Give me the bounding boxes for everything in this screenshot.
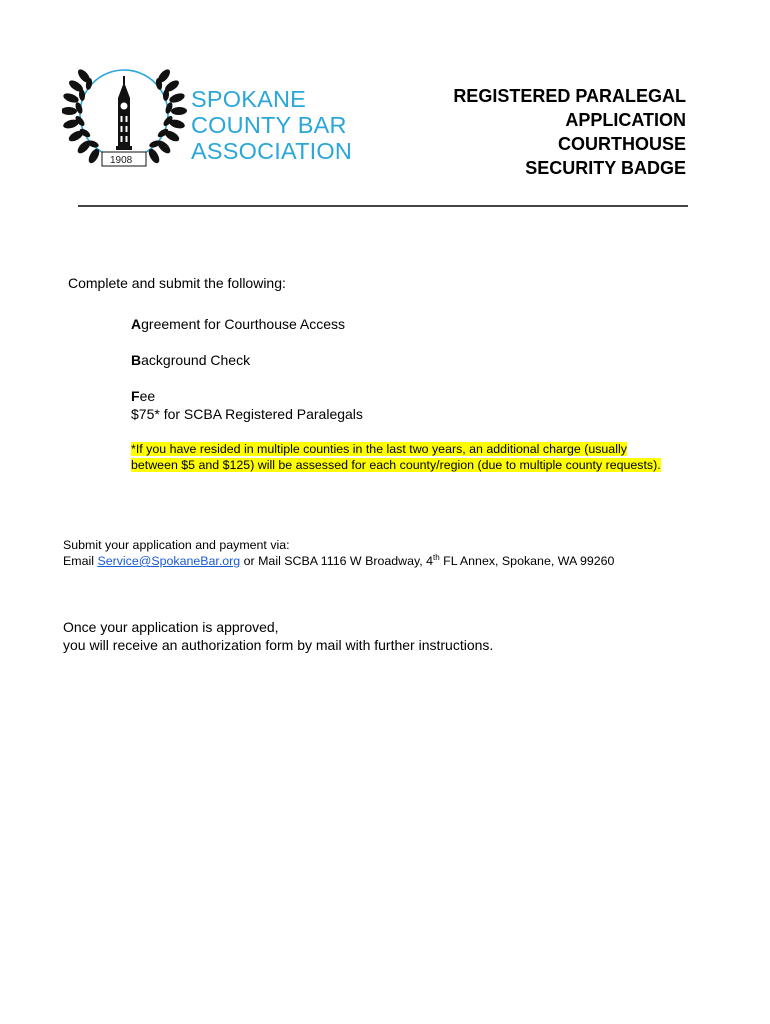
title-line-4: SECURITY BADGE [525, 158, 686, 178]
logo-year: 1908 [110, 155, 133, 166]
closing-line-2: you will receive an authorization form by mail with further instructions. [63, 637, 494, 653]
submit-heading: Submit your application and payment via: [63, 538, 290, 552]
mail-address: or Mail SCBA 1116 W Broadway, 4 [240, 554, 434, 568]
logo-line-1: SPOKANE [191, 86, 307, 112]
logo-line-2: COUNTY BAR [191, 112, 347, 138]
title-line-1: REGISTERED PARALEGAL [453, 86, 686, 106]
fee-note [131, 441, 671, 473]
requirements-list [131, 315, 691, 473]
email-prefix: Email [63, 554, 98, 568]
requirement-label: ee [139, 388, 156, 404]
logo-line-3: ASSOCIATION [191, 138, 353, 164]
header-divider [78, 205, 688, 207]
closing-line-1: Once your application is approved, [63, 619, 279, 635]
requirement-background-check [131, 351, 691, 369]
requirement-agreement [131, 315, 691, 333]
intro-text: Complete and submit the following: [68, 275, 286, 291]
submission-instructions [63, 537, 614, 569]
requirement-initial: F [131, 388, 140, 404]
document-title [366, 84, 686, 180]
title-line-3: COURTHOUSE [557, 134, 686, 154]
mail-superscript: th [433, 552, 440, 562]
closing-text [63, 618, 493, 654]
highlighted-note-text: *If you have resided in multiple counties in the last two years, an additional charge (usually between $5 and $125) will be assessed for each county/region (due to multiple county requests). [131, 442, 661, 472]
fee-amount: $75* for SCBA Registered Paralegals [131, 406, 363, 422]
submit-details [63, 553, 614, 569]
requirement-initial: A [131, 316, 142, 332]
requirement-initial: B [131, 352, 142, 368]
email-link[interactable]: Service@SpokaneBar.org [97, 554, 241, 568]
logo-wordmark [191, 86, 352, 164]
title-line-2: APPLICATION [565, 110, 686, 130]
requirement-label: ackground Check [141, 352, 251, 368]
scba-logo [62, 62, 362, 172]
requirement-label: greement for Courthouse Access [141, 316, 346, 332]
requirement-fee [131, 387, 691, 405]
mail-address-suffix: FL Annex, Spokane, WA 99260 [439, 554, 615, 568]
